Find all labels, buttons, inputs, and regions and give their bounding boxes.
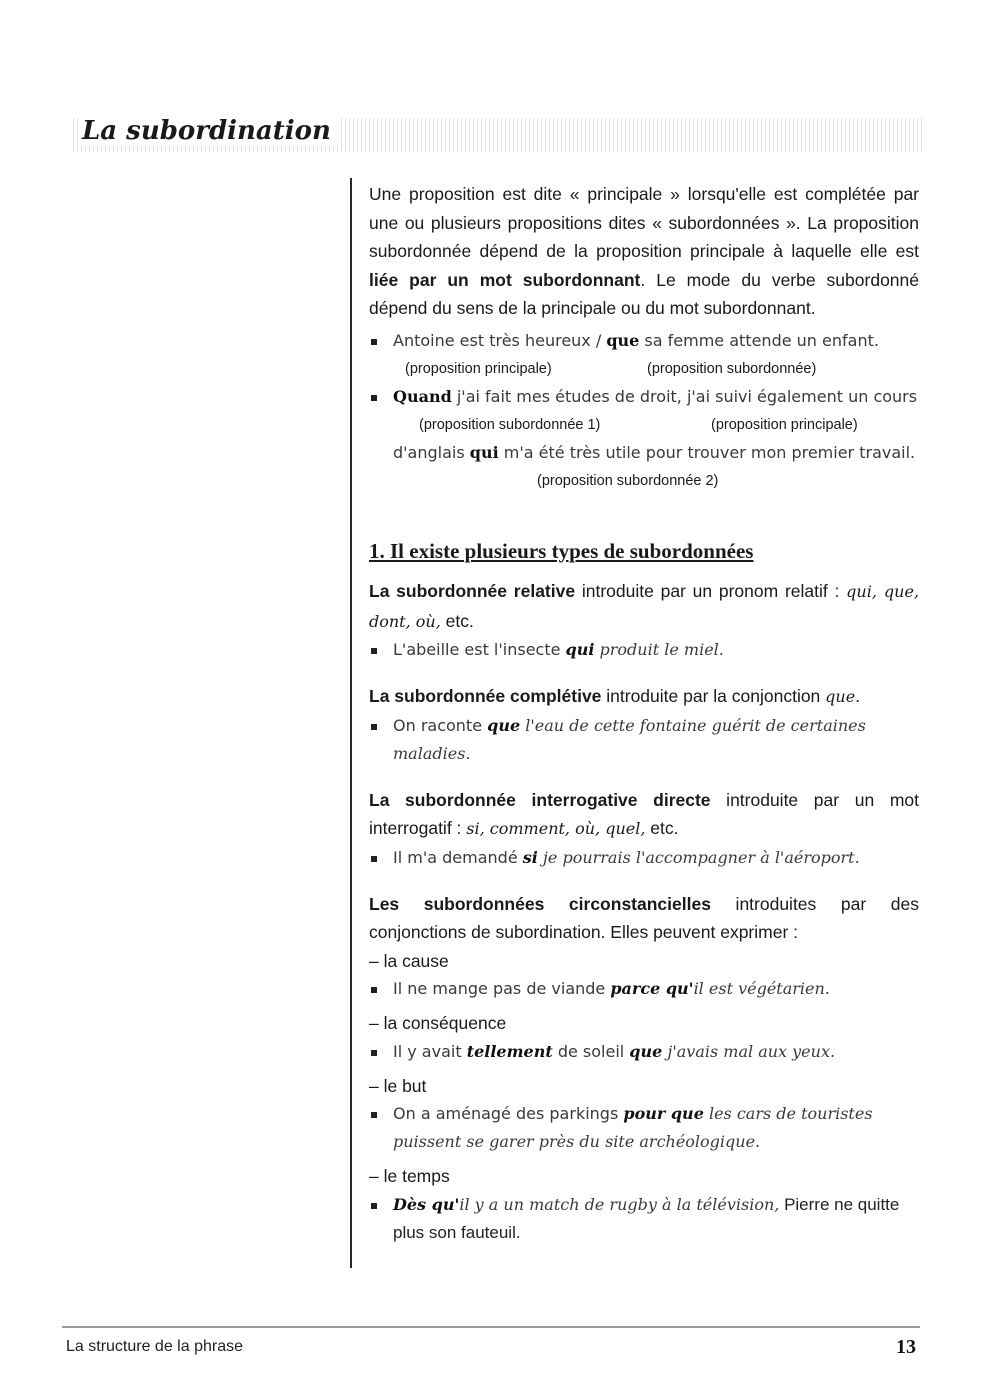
example-1 bbox=[369, 327, 919, 355]
consequence-example bbox=[369, 1038, 919, 1066]
intro-bold: liée par un mot subordonnant bbox=[369, 269, 641, 290]
example-keyword: pour que bbox=[623, 1104, 704, 1123]
subtype-title: La subordonnée relative bbox=[369, 581, 576, 601]
example-keyword: qui bbox=[469, 442, 499, 462]
temps-label: – le temps bbox=[369, 1166, 450, 1186]
keyword-list: que. bbox=[825, 687, 861, 706]
example-text: m'a été très utile pour trouver mon premier travail. bbox=[498, 442, 916, 462]
annotation: (proposition subordonnée) bbox=[647, 360, 817, 377]
example-keyword: que bbox=[606, 330, 640, 350]
cause-label: – la cause bbox=[369, 950, 449, 971]
subtype-text: introduite par un mot interrogatif : bbox=[369, 789, 919, 838]
subtype-text: etc. bbox=[645, 818, 679, 838]
relative-example bbox=[369, 636, 919, 664]
example-2 bbox=[369, 383, 919, 411]
intro-paragraph bbox=[369, 180, 919, 323]
circonstancielles-paragraph bbox=[369, 890, 919, 947]
example-italic: j'avais mal aux yeux. bbox=[662, 1041, 836, 1061]
interrogative-example bbox=[369, 844, 919, 872]
example-italic: il y a un match de rugby à la télévision, bbox=[459, 1194, 780, 1214]
keyword-list: qui, que, dont, où, bbox=[369, 582, 919, 631]
example-italic: il est végétarien. bbox=[693, 979, 830, 998]
but-example bbox=[369, 1100, 919, 1156]
page-title: La subordination bbox=[80, 116, 339, 146]
example-text: j'ai fait mes études de droit, j'ai suivi également un cours bbox=[451, 386, 918, 406]
example-keyword: qui bbox=[565, 640, 595, 659]
subtype-text: introduites par des conjonctions de subordination. Elles peuvent exprimer : bbox=[369, 893, 920, 942]
annotation: (proposition subordonnée 2) bbox=[537, 472, 719, 489]
consequence-label: – la conséquence bbox=[369, 1013, 507, 1033]
example-italic: produit le miel. bbox=[594, 640, 724, 659]
example-text: Pierre ne quitte plus son fauteuil. bbox=[393, 1194, 900, 1242]
example-text: On raconte bbox=[393, 715, 488, 735]
margin-rule bbox=[350, 178, 352, 1268]
example-text: Il m'a demandé bbox=[393, 847, 523, 867]
example-keyword: que bbox=[629, 1041, 663, 1061]
subtype-text: introduite par un pronom relatif : bbox=[575, 581, 847, 601]
example-italic: je pourrais l'accompagner à l'aéroport. bbox=[537, 847, 860, 867]
example-keyword: Quand bbox=[393, 386, 452, 406]
example-keyword: parce qu' bbox=[610, 979, 694, 998]
subtype-title: La subordonnée interrogative directe bbox=[369, 789, 711, 810]
subtype-text: etc. bbox=[440, 610, 474, 631]
annotation-row bbox=[369, 355, 919, 377]
example-text: Antoine est très heureux / bbox=[393, 330, 607, 350]
annotation-row bbox=[369, 411, 919, 433]
subtype-title: La subordonnée complétive bbox=[369, 686, 602, 706]
example-text: On a aménagé des parkings bbox=[393, 1104, 624, 1123]
example-keyword: tellement bbox=[466, 1041, 553, 1061]
example-text: L'abeille est l'insecte bbox=[393, 640, 566, 659]
interrogative-paragraph bbox=[369, 786, 919, 844]
annotation-row bbox=[369, 467, 919, 489]
completive-example bbox=[369, 712, 919, 768]
example-italic: les cars de touristes puissent se garer près du site archéologique. bbox=[393, 1104, 873, 1151]
subtype-title: Les subordonnées circonstancielles bbox=[369, 893, 711, 914]
intro-text-end: . Le mode du verbe subordonné dépend du sens de la principale ou du mot subordonnant. bbox=[369, 269, 919, 318]
example-keyword: Dès qu' bbox=[393, 1194, 460, 1214]
footer-chapter: La structure de la phrase bbox=[66, 1338, 243, 1355]
section-heading: 1. Il existe plusieurs types de subordonnées bbox=[369, 538, 754, 563]
example-italic: l'eau de cette fontaine guérit de certaines maladies. bbox=[393, 715, 866, 763]
keyword-list: si, comment, où, quel, bbox=[466, 819, 646, 838]
footer-rule bbox=[62, 1326, 920, 1328]
relative-paragraph bbox=[369, 577, 919, 636]
completive-paragraph bbox=[369, 682, 919, 712]
but-label: – le but bbox=[369, 1075, 427, 1096]
annotation: (proposition principale) bbox=[711, 416, 858, 433]
example-text: sa femme attende un enfant. bbox=[639, 330, 879, 350]
example-keyword: que bbox=[487, 715, 521, 735]
annotation: (proposition principale) bbox=[405, 360, 552, 377]
main-content bbox=[369, 180, 919, 1247]
example-keyword: si bbox=[522, 847, 538, 867]
cause-example bbox=[369, 975, 919, 1003]
subtype-text: introduite par la conjonction bbox=[601, 686, 826, 706]
example-text: Il y avait bbox=[393, 1041, 467, 1061]
example-text: d'anglais bbox=[393, 442, 470, 462]
intro-text: Une proposition est dite « principale » lorsqu'elle est complétée par une ou plusieurs propositions dites « subordonnées ». La proposition subordonnée dépend de la proposition principale à laquelle elle est bbox=[369, 184, 919, 261]
page-number: 13 bbox=[896, 1336, 916, 1358]
annotation: (proposition subordonnée 1) bbox=[419, 416, 601, 433]
example-text: de soleil bbox=[552, 1041, 630, 1061]
example-2-continued bbox=[369, 439, 919, 467]
example-text: Il ne mange pas de viande bbox=[393, 979, 611, 998]
temps-example bbox=[369, 1191, 919, 1247]
